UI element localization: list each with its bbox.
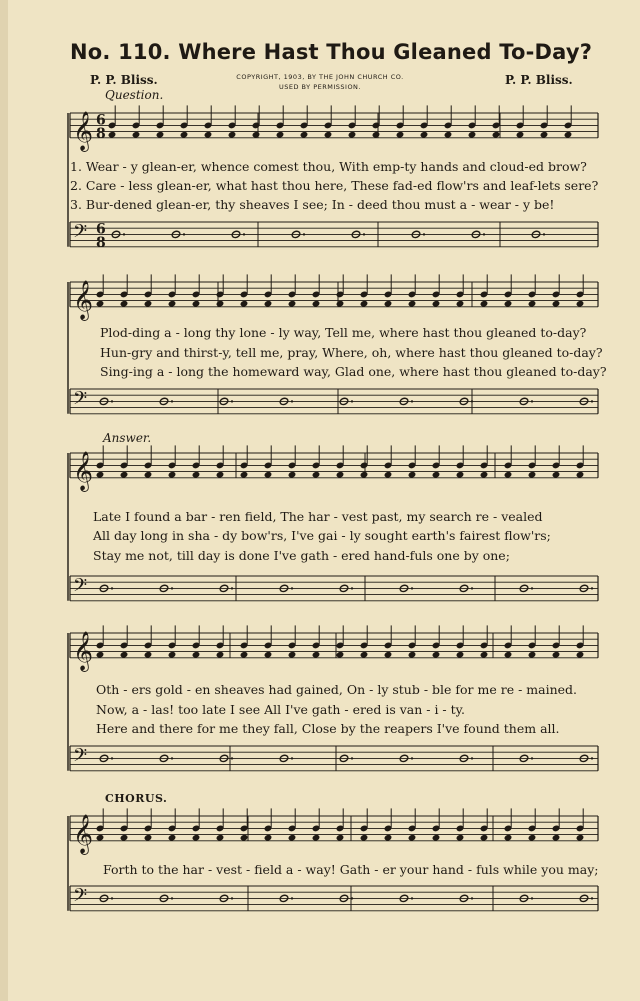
lyric-line: 1. Wear - y glean-er, whence comest thou, With emp-ty hands and cloud-ed brow? [70,159,587,174]
chorus-marking: CHORUS. [105,792,168,805]
lyric-line: Now, a - las! too late I see All I've gath - ered is van - i - ty. [96,702,466,717]
question-marking: Question. [105,88,164,102]
svg-text:𝄢: 𝄢 [73,388,88,414]
svg-text:8: 8 [96,234,106,251]
svg-text:8: 8 [96,125,106,142]
copyright-line: COPYRIGHT, 1903, BY THE JOHN CHURCH CO. [236,73,404,81]
svg-text:𝄞: 𝄞 [73,279,94,320]
svg-text:𝄢: 𝄢 [73,885,88,911]
lyricist-credit: P. P. Bliss. [90,73,158,87]
answer-marking: Answer. [103,431,152,445]
lyric-line: Forth to the har - vest - field a - way! Gath - er your hand - fuls while you may; [103,862,599,877]
lyric-line: 2. Care - less glean-er, what hast thou here, These fad-ed flow'rs and leaf-lets sere? [70,178,599,193]
composer-credit: P. P. Bliss. [505,73,573,87]
lyric-line: Hun-gry and thirst-y, tell me, pray, Where, oh, where hast thou gleaned to-day? [100,345,603,360]
lyric-line: Sing-ing a - long the homeward way, Glad one, where hast thou gleaned to-day? [100,364,607,379]
lyric-line: Stay me not, till day is done I've gath - ered hand-fuls one by one; [93,548,510,563]
lyric-line: Here and there for me they fall, Close by the reapers I've found them all. [96,721,560,736]
svg-text:𝄞: 𝄞 [73,450,94,491]
lyric-line: Late I found a bar - ren field, The har - vest past, my search re - vealed [93,509,543,524]
svg-text:𝄞: 𝄞 [73,813,94,854]
svg-text:𝄞: 𝄞 [73,630,94,671]
lyric-line: 3. Bur-dened glean-er, thy sheaves I see; In - deed thou must a - wear - y be! [70,197,555,212]
lyric-line: All day long in sha - dy bow'rs, I've gai - ly sought earth's fairest flow'rs; [93,528,551,543]
svg-text:𝄢: 𝄢 [73,745,88,771]
svg-text:6: 6 [96,112,106,129]
svg-text:6: 6 [96,221,106,238]
svg-text:𝄢: 𝄢 [73,221,88,247]
lyric-line: Oth - ers gold - en sheaves had gained, On - ly stub - ble for me re - mained. [96,682,577,697]
lyric-line: Plod-ding a - long thy lone - ly way, Tell me, where hast thou gleaned to-day? [100,325,587,340]
svg-text:𝄞: 𝄞 [73,110,94,151]
hymn-title: No. 110. Where Hast Thou Gleaned To-Day? [70,40,593,64]
svg-text:𝄢: 𝄢 [73,575,88,601]
permission-line: USED BY PERMISSION. [279,83,361,91]
